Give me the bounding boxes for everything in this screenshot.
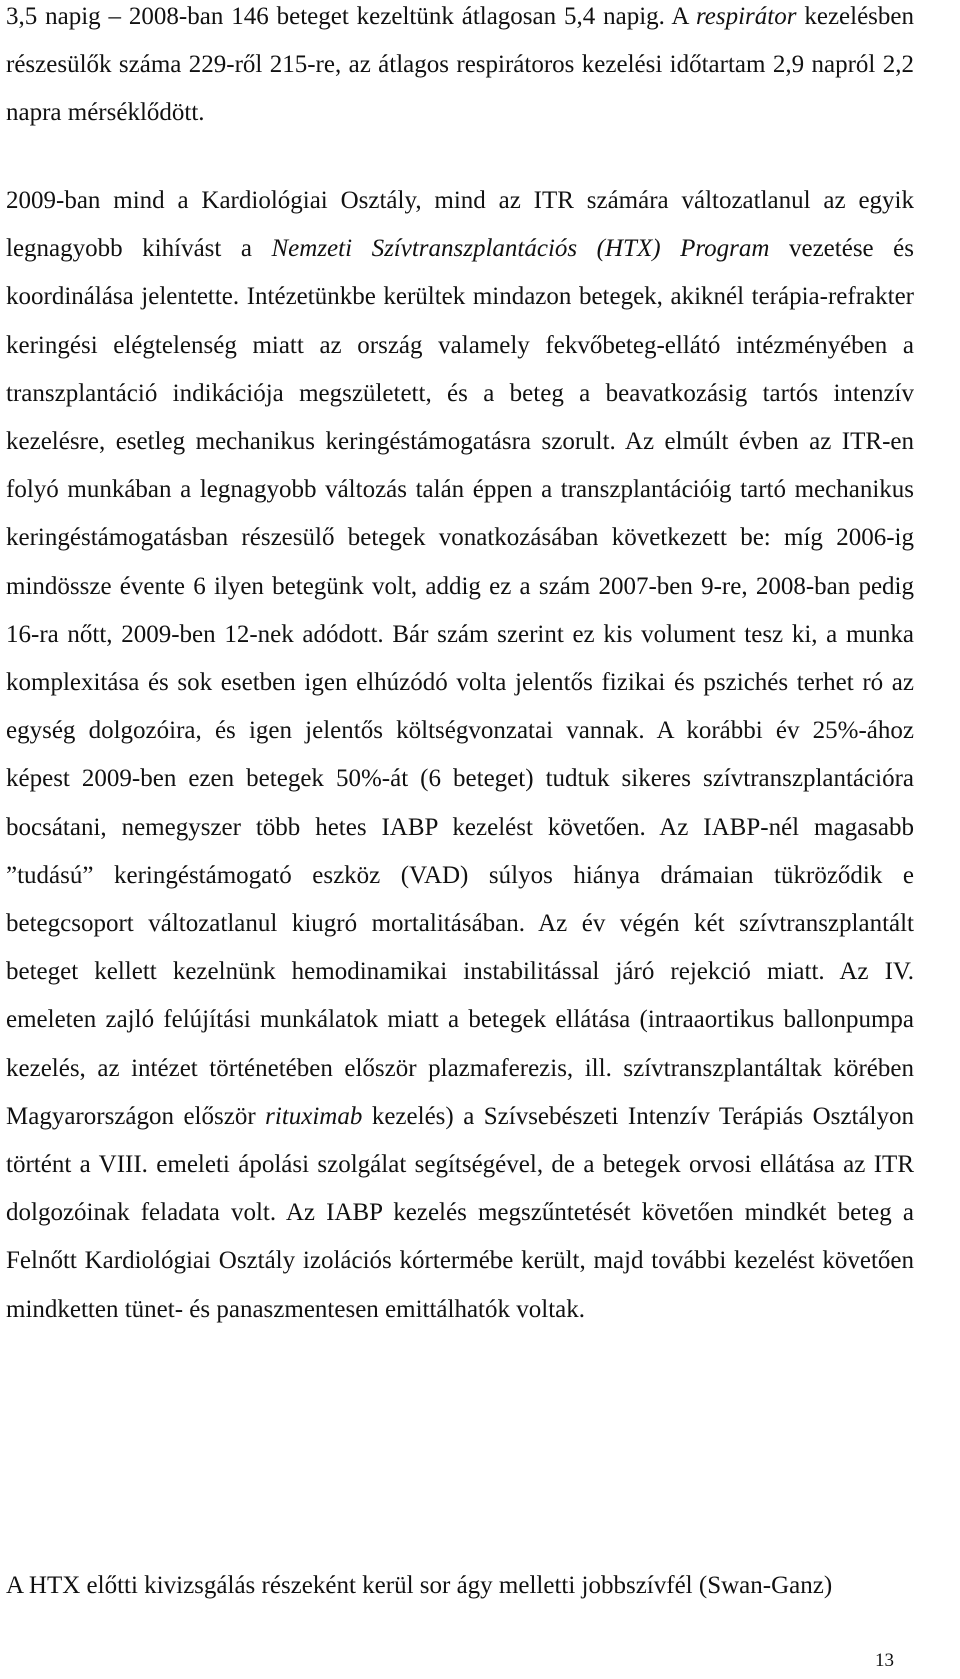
italic-term: rituximab — [265, 1102, 363, 1130]
italic-term: respirátor — [695, 3, 797, 30]
text-run: 2009-ban mind a Kardiológiai Osztály, mind az ITR számára változatlanul az egyik legnagyobb kihívást a — [6, 187, 914, 263]
italic-term: Nemzeti Szívtranszplantációs (HTX) Program — [271, 235, 770, 263]
page-number: 13 — [875, 1650, 894, 1671]
text-run: kezelésben részesülők száma 229-ről 215-re, az átlagos respirátoros kezelési időtartam 2,9 napról 2,2 napra mérséklődött. — [6, 3, 915, 127]
text-run: kezelés) a Szívsebészeti Intenzív Terápiás Osztályon történt a VIII. emeleti ápolási szolgálat segítségével, de a betegek orvosi ellátása az ITR dolgozóinak feladata volt. Az IABP kezelés megszűntetését követően mindkét beteg a Felnőtt Kardiológiai Osztály izolációs kórtermébe került, majd további kezelést követően mindketten tünet- és panaszmentesen emittálhatók voltak. — [6, 1102, 914, 1323]
text-run: 3,5 napig – 2008-ban 146 beteget kezeltünk átlagosan 5,4 napig. A — [6, 3, 696, 30]
paragraph-htx-examination — [6, 1562, 914, 1610]
text-run: A HTX előtti kivizsgálás részeként kerül sor ágy melletti jobbszívfél (Swan-Ganz) — [6, 1572, 833, 1599]
paragraph-respirator — [6, 0, 914, 138]
paragraph-htx-program — [6, 177, 914, 1334]
text-run: vezetése és koordinálása jelentette. Intézetünkbe kerültek mindazon betegek, akiknél terápia-refrakter keringési elégtelenség miatt az ország valamely fekvőbeteg-ellátó intézményében a transzplantáció indikációja megszületett, és a beteg a beavatkozásig tartós intenzív kezelésre, esetleg mechanikus keringéstámogatásra szorult. Az elmúlt évben az ITR-en folyó munkában a legnagyobb változás talán éppen a transzplantációig tartó mechanikus keringéstámogatásban részesülő betegek vonatkozásában következett be: míg 2006-ig mindössze évente 6 ilyen betegünk volt, addig ez a szám 2007-ben 9-re, 2008-ban pedig 16-ra nőtt, 2009-ben 12-nek adódott. Bár szám szerint ez kis volument tesz ki, a munka komplexitása és sok esetben igen elhúzódó volta jelentős fizikai és pszichés terhet ró az egység dolgozóira, és igen jelentős költségvonzatai vannak. A korábbi év 25%-ához képest 2009-ben ezen betegek 50%-át (6 beteget) tudtuk sikeres szívtranszplantációra bocsátani, nemegyszer több hetes IABP kezelést követően. Az IABP-nél magasabb ”tudású” keringéstámogató eszköz (VAD) súlyos hiánya drámaian tükröződik e betegcsoport változatlanul kiugró mortalitásában. Az év végén két szívtranszplantált beteget kellett kezelnünk hemodinamikai instabilitással járó rejekció miatt. Az IV. emeleten zajló felújítási munkálatok miatt a betegek ellátása (intraaortikus ballonpumpa kezelés, az intézet történetében először plazmaferezis, ill. szívtranszplantáltak körében Magyarországon először — [6, 235, 915, 1130]
